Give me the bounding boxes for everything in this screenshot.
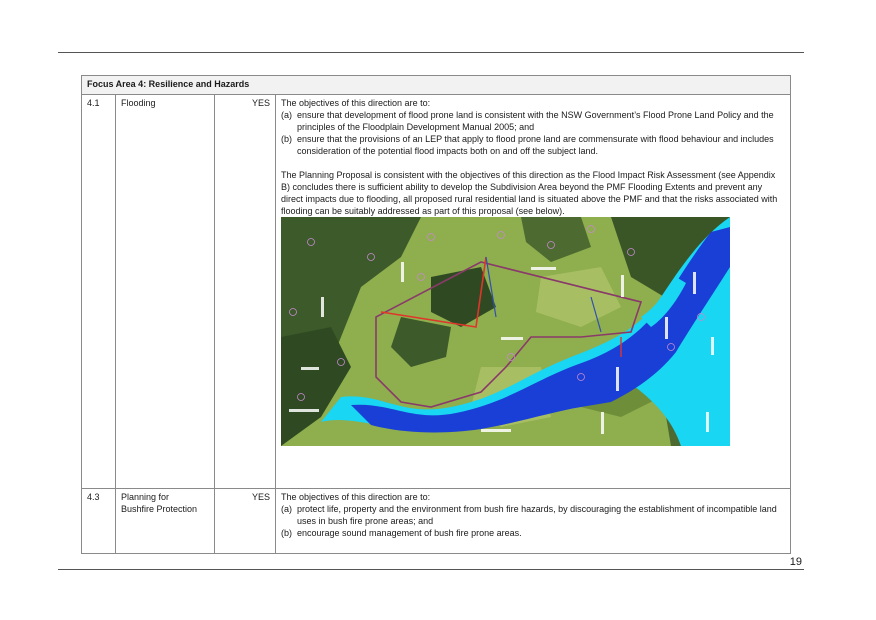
objective-item — [281, 503, 785, 527]
objective-item — [281, 109, 785, 133]
direction-name-line: Flooding — [121, 98, 156, 108]
consistency-status: YES — [215, 489, 276, 554]
objective-label: (b) — [281, 134, 292, 144]
direction-comment — [276, 95, 791, 489]
objective-text: encourage sound management of bush fire prone areas. — [297, 528, 522, 538]
flood-map-image — [281, 217, 730, 446]
table-header-row — [82, 76, 791, 95]
header-rule — [58, 52, 804, 53]
consistency-table — [81, 75, 791, 554]
objectives-intro: The objectives of this direction are to: — [281, 98, 431, 108]
direction-name — [116, 489, 215, 554]
objective-text: ensure that development of flood prone land is consistent with the NSW Government’s Flood Prone Land Policy and the principles of the Floodplain Development Manual 2005; and — [297, 110, 774, 132]
footer-rule — [58, 569, 804, 570]
objectives-intro: The objectives of this direction are to: — [281, 492, 431, 502]
direction-name-line: Bushfire Protection — [121, 504, 198, 514]
objective-text: ensure that the provisions of an LEP that apply to flood prone land are commensurate with flood behaviour and includes consideration of the potential flood impacts both on and off the subject land. — [297, 134, 774, 156]
table-row — [82, 95, 791, 489]
table-row — [82, 489, 791, 554]
objective-text: protect life, property and the environment from bush fire hazards, by discouraging the establishment of incompatible land uses in bush fire prone areas; and — [297, 504, 777, 526]
objective-label: (a) — [281, 110, 292, 120]
objective-label: (b) — [281, 528, 292, 538]
flood-map-graphic — [281, 217, 730, 446]
direction-number: 4.3 — [82, 489, 116, 554]
objective-item — [281, 133, 785, 157]
direction-number: 4.1 — [82, 95, 116, 489]
focus-area-heading: Focus Area 4: Resilience and Hazards — [82, 76, 791, 95]
consistency-paragraph: The Planning Proposal is consistent with the objectives of this direction as the Flood Impact Risk Assessment (see Appendix B) concludes there is sufficient ability to develop the Subdivision Area beyond the PMF Flooding Extents and prevent any direct impacts due to flooding, all proposed rural residential land is situated above the PMF and that the risks associated with flooding can be suitably addressed as part of this proposal (see below). — [281, 170, 778, 216]
direction-name — [116, 95, 215, 489]
page-number: 19 — [789, 556, 802, 568]
direction-name-line: Planning for — [121, 492, 170, 502]
objective-label: (a) — [281, 504, 292, 514]
consistency-status: YES — [215, 95, 276, 489]
objective-item — [281, 527, 785, 539]
direction-comment — [276, 489, 791, 554]
